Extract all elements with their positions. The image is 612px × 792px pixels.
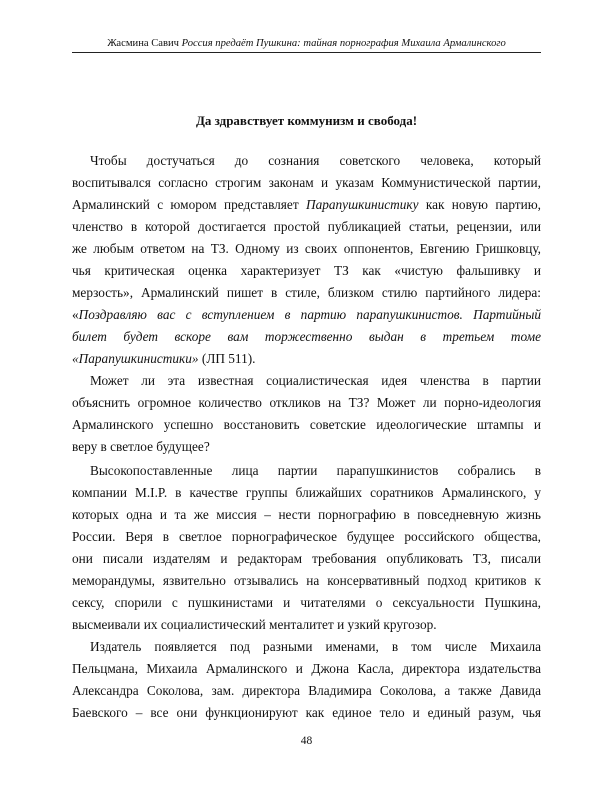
text-line bbox=[72, 194, 541, 216]
text-line: же любым ответом на ТЗ. Одному из своих оппонентов, Евгению Гришковцу, bbox=[72, 241, 541, 256]
text-line: мерзость», Армалинский пишет в стиле, близком стилю партийного лидера: bbox=[72, 285, 541, 300]
text-line: высмеивали их социалистический менталитет и узкий кругозор. bbox=[72, 617, 437, 632]
text-line: которых одна и та же миссия – нести порнографию в повседневную жизнь bbox=[72, 507, 541, 522]
italic-quote: «Парапушкинистики» bbox=[72, 351, 199, 366]
text-line bbox=[72, 348, 541, 370]
text-line: членство в которой достигается простой публикацией статьи, рецензии, или bbox=[72, 219, 541, 234]
running-header bbox=[72, 37, 541, 50]
text-line: Издатель появляется под разными именами, в том числе Михаила bbox=[90, 639, 541, 654]
text-line bbox=[72, 304, 541, 326]
text-line: Баевского – все они функционируют как единое тело и единый разум, чья bbox=[72, 705, 541, 720]
text-line: Может ли эта известная социалистическая идея членства в партии bbox=[90, 373, 541, 388]
text-span: как новую партию, bbox=[418, 197, 541, 212]
text-span: « bbox=[72, 307, 79, 322]
text-line: объяснить огромное количество откликов на ТЗ? Может ли порно-идеология bbox=[72, 395, 541, 410]
text-line: они писали издателям и редакторам требования опубликовать ТЗ, писали bbox=[72, 551, 541, 566]
italic-quote: Поздравляю вас с вступлением в партию парапушкинистов. Партийный bbox=[78, 307, 541, 322]
italic-term: Парапушкинистику bbox=[305, 197, 419, 212]
text-line: воспитывался согласно строгим законам и указам Коммунистической партии, bbox=[72, 175, 541, 190]
paragraph-2 bbox=[72, 370, 541, 458]
paragraph-4 bbox=[72, 636, 541, 724]
text-line: сексу, спорили с пушкинистами и читателями о сексуальности Пушкина, bbox=[72, 595, 541, 610]
header-author: Жасмина Савич bbox=[107, 38, 182, 49]
section-title: Да здравствует коммунизм и свобода! bbox=[195, 113, 418, 128]
text-line: Пельцмана, Михаила Армалинского и Джона Касла, директора издательства bbox=[72, 661, 541, 676]
text-line: Армалинского успешно восстановить советские идеологические штампы и bbox=[72, 417, 541, 432]
text-line: веру в светлое будущее? bbox=[72, 439, 210, 454]
paragraph-1 bbox=[72, 150, 541, 370]
text-span: Армалинский с юмором представляет bbox=[72, 197, 306, 212]
text-line: Чтобы достучаться до сознания советского человека, который bbox=[90, 153, 541, 168]
text-line: меморандумы, язвительно отзывались на консервативный подход критиков к bbox=[72, 573, 541, 588]
header-rule bbox=[72, 52, 541, 53]
page-number: 48 bbox=[300, 735, 313, 747]
text-line: чья критическая оценка характеризует ТЗ как «чистую фальшивку и bbox=[72, 263, 541, 278]
citation: (ЛП 511). bbox=[198, 351, 256, 366]
text-line: компании M.I.P. в качестве группы ближайших соратников Армалинского, у bbox=[72, 485, 541, 500]
text-line: Высокопоставленные лица партии парапушкинистов собрались в bbox=[90, 463, 541, 478]
italic-quote: билет будет вскоре вам торжественно выдан в третьем томе bbox=[72, 329, 541, 344]
text-line: Александра Соколова, зам. директора Владимира Соколова, а также Давида bbox=[72, 683, 541, 698]
text-line: России. Веря в светлое порнографическое будущее российского общества, bbox=[72, 529, 541, 544]
header-title: Россия предаёт Пушкина: тайная порнография Михаила Армалинского bbox=[181, 38, 506, 49]
text-line bbox=[72, 326, 541, 348]
paragraph-3 bbox=[72, 460, 541, 636]
